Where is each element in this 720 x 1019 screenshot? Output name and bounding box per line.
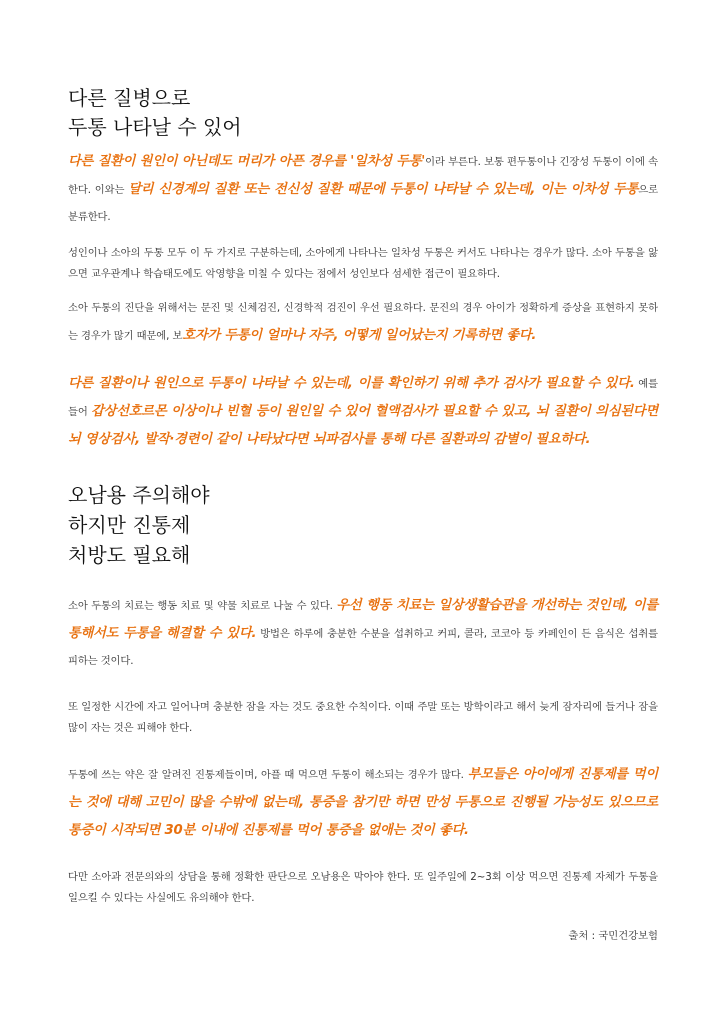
body-text: 방법은 하루에 충분한 수분을 섭취하고 커피, 콜라, 코코아 등 카페인이 든 음식은 섭취를 피하는 것이다. bbox=[68, 628, 658, 667]
highlight-text: 갑상선호르몬 이상이나 빈혈 등이 원인일 수 있어 혈액검사가 필요할 수 있고, 뇌 질환이 의심된다면 뇌 영상검사, 발작·경련이 같이 나타났다면 뇌파검사를 통해 다른 질환과의 감별이 필요하다. bbox=[68, 404, 658, 447]
paragraph-1 bbox=[68, 148, 658, 231]
highlight-text: 부모들은 아이에게 진통제를 먹이는 것에 대해 고민이 많을 수밖에 없는데, 통증을 참기만 하면 만성 두통으로 진행될 가능성도 있으므로 통증이 시작되면 30분 이내에 진통제를 먹어 통증을 없애는 것이 좋다. bbox=[68, 767, 658, 838]
body-text: 예를 들어 bbox=[68, 378, 658, 418]
paragraph-8: 다만 소아과 전문의와의 상담을 통해 정확한 판단으로 오남용은 막아야 한다. 또 일주일에 2~3회 이상 먹으면 진통제 자체가 두통을 일으킬 수 있다는 사실에도 유의해야 한다. bbox=[68, 871, 658, 904]
paragraph-3 bbox=[68, 295, 658, 350]
heading-2-line-2: 하지만 진통제 bbox=[68, 513, 191, 537]
highlight-text: 다른 질환이 원인이 아닌데도 머리가 아픈 경우를 '일차성 두통' bbox=[68, 154, 426, 169]
section-heading-2 bbox=[68, 480, 658, 570]
paragraph-6: 또 일정한 시간에 자고 일어나며 충분한 잠을 자는 것도 중요한 수칙이다. 이때 주말 또는 방학이라고 해서 늦게 잠자리에 들거나 잠을 많이 자는 것은 피해야 한다. bbox=[68, 701, 658, 734]
heading-2-line-1: 오남용 주의해야 bbox=[68, 483, 210, 507]
body-text: 두통에 쓰는 약은 잘 알려진 진통제들이며, 아플 때 먹으면 두통이 해소되는 경우가 많다. bbox=[68, 769, 468, 781]
body-text: 소아 두통의 진단을 위해서는 문진 및 신체검진, 신경학적 검진이 우선 필요하다. 문진의 경우 아이가 정확하게 증상을 표현하지 못하는 경우가 많기 때문에, 보 bbox=[68, 302, 658, 342]
heading-1-line-2: 두통 나타날 수 있어 bbox=[68, 115, 242, 139]
paragraph-7 bbox=[68, 761, 658, 845]
article bbox=[68, 84, 658, 942]
body-text: 이라 부른다. 보통 편두통이나 긴장성 두통이 이에 속한다. 이와는 bbox=[68, 156, 658, 196]
body-text: 소아 두통의 치료는 행동 치료 및 약물 치료로 나눌 수 있다. bbox=[68, 600, 337, 612]
highlight-text: 우선 행동 치료는 일상생활습관을 개선하는 것인데, 이를 통해서도 두통을 해결할 수 있다. bbox=[68, 598, 658, 641]
section-heading-1 bbox=[68, 84, 658, 142]
highlight-text: 달리 신경계의 질환 또는 전신성 질환 때문에 두통이 나타날 수 있는데, 이는 이차성 두통 bbox=[128, 182, 639, 197]
heading-2-line-3: 처방도 필요해 bbox=[68, 543, 191, 567]
heading-1-line-1: 다른 질병으로 bbox=[68, 86, 191, 110]
source-credit: 출처 : 국민건강보험 bbox=[568, 930, 658, 942]
paragraph-2: 성인이나 소아의 두통 모두 이 두 가지로 구분하는데, 소아에게 나타나는 일차성 두통은 커서도 나타나는 경우가 많다. 소아 두통을 앓으면 교우관계나 학습태도에도 악영향을 미칠 수 있다는 점에서 성인보다 섬세한 접근이 필요하다. bbox=[68, 247, 658, 280]
highlight-text: 다른 질환이나 원인으로 두통이 나타날 수 있는데, 이를 확인하기 위해 추가 검사가 필요할 수 있다. bbox=[68, 376, 635, 391]
paragraph-5 bbox=[68, 592, 658, 675]
highlight-text: 호자가 두통이 얼마나 자주, 어떻게 일어났는지 기록하면 좋다. bbox=[182, 328, 537, 343]
paragraph-4 bbox=[68, 370, 658, 454]
body-text: 으로 분류한다. bbox=[68, 184, 658, 223]
